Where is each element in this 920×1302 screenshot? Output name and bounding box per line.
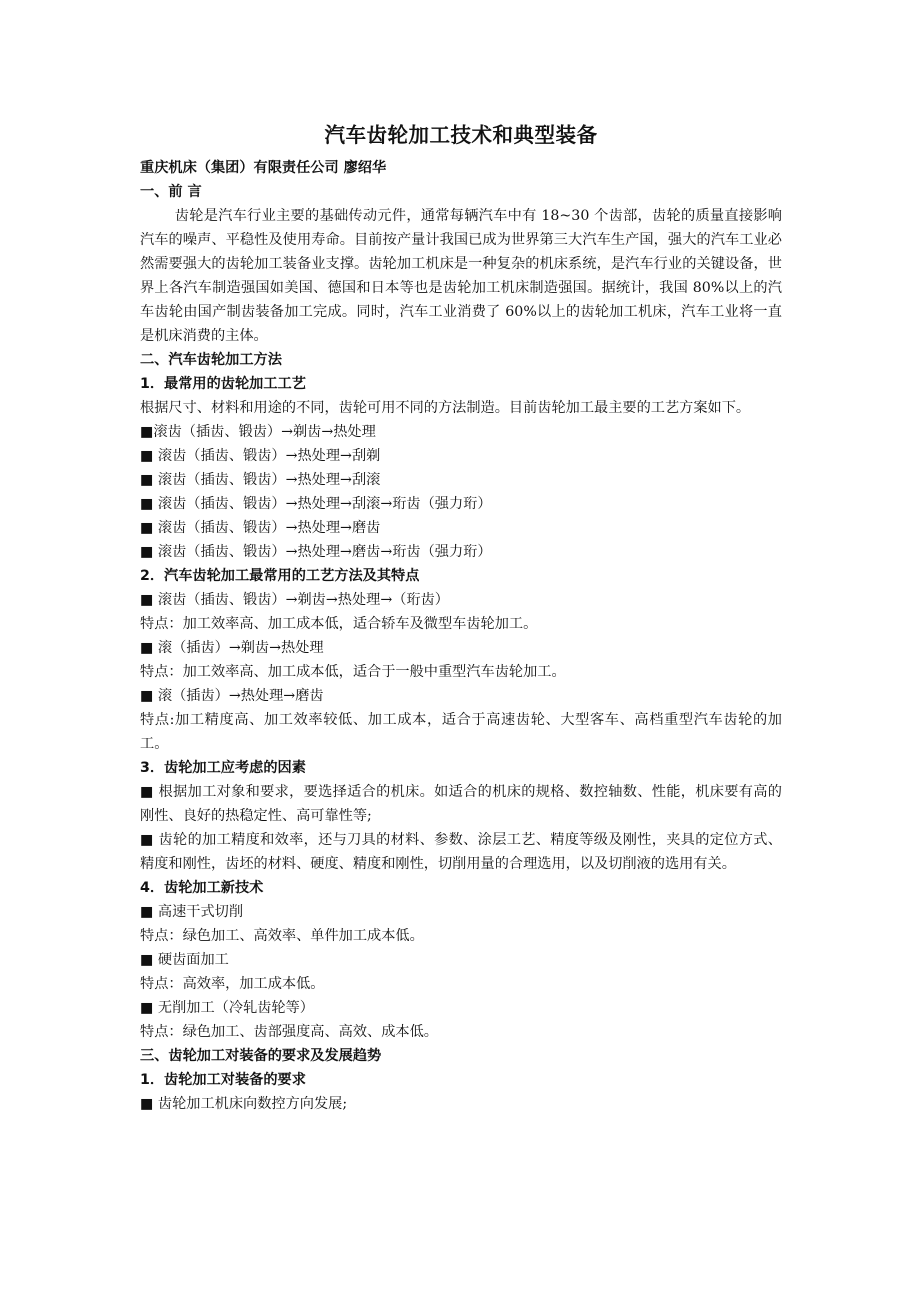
method-feature: 特点：加工效率高、加工成本低，适合于一般中重型汽车齿轮加工。 (140, 664, 566, 680)
tech-item: ■ 高速干式切削 (140, 904, 244, 920)
process-list-item: ■ 滚齿（插齿、锻齿）→热处理→刮滚 (140, 472, 381, 488)
tech-item: ■ 无削加工（冷轧齿轮等） (140, 1000, 314, 1016)
subheading-common-process: 1．最常用的齿轮加工工艺 (140, 376, 306, 392)
process-intro-paragraph: 根据尺寸、材料和用途的不同，齿轮可用不同的方法制造。目前齿轮加工最主要的工艺方案如下。 (140, 400, 751, 416)
document-body (140, 118, 782, 1116)
method-feature: 特点：加工效率高、加工成本低，适合轿车及微型车齿轮加工。 (140, 616, 538, 632)
tech-feature: 特点：高效率，加工成本低。 (140, 976, 325, 992)
method-item: ■ 滚（插齿）→剃齿→热处理 (140, 640, 324, 656)
factor-paragraph: ■ 根据加工对象和要求，要选择适合的机床。如适合的机床的规格、数控轴数、性能，机床要有高的刚性、良好的热稳定性、高可靠性等; (140, 784, 782, 824)
subheading-new-tech: 4．齿轮加工新技术 (140, 880, 264, 896)
factor-paragraph: ■ 齿轮的加工精度和效率，还与刀具的材料、参数、涂层工艺、精度等级及刚性，夹具的定位方式、精度和刚性，齿坯的材料、硬度、精度和刚性，切削用量的合理选用，以及切削液的选用有关。 (140, 832, 782, 872)
process-list-item: ■ 滚齿（插齿、锻齿）→热处理→刮剃 (140, 448, 381, 464)
subheading-methods-features: 2．汽车齿轮加工最常用的工艺方法及其特点 (140, 568, 420, 584)
section-heading-preface: 一、前 言 (140, 184, 202, 200)
author-line: 重庆机床（集团）有限责任公司 廖绍华 (140, 160, 387, 176)
process-list-item: ■ 滚齿（插齿、锻齿）→热处理→磨齿→珩齿（强力珩） (140, 544, 492, 560)
process-list-item: ■ 滚齿（插齿、锻齿）→热处理→磨齿 (140, 520, 381, 536)
process-list-item: ■滚齿（插齿、锻齿）→剃齿→热处理 (140, 424, 376, 440)
subheading-factors: 3．齿轮加工应考虑的因素 (140, 760, 306, 776)
method-item: ■ 滚（插齿）→热处理→磨齿 (140, 688, 324, 704)
tech-feature: 特点：绿色加工、高效率、单件加工成本低。 (140, 928, 424, 944)
document-title: 汽车齿轮加工技术和典型装备 (324, 123, 598, 147)
method-feature: 特点:加工精度高、加工效率较低、加工成本，适合于高速齿轮、大型客车、高档重型汽车齿轮的加工。 (140, 712, 782, 752)
process-list-item: ■ 滚齿（插齿、锻齿）→热处理→刮滚→珩齿（强力珩） (140, 496, 492, 512)
requirement-item: ■ 齿轮加工机床向数控方向发展; (140, 1096, 348, 1112)
section-heading-methods: 二、汽车齿轮加工方法 (140, 352, 282, 368)
method-item: ■ 滚齿（插齿、锻齿）→剃齿→热处理→（珩齿） (140, 592, 449, 608)
section-heading-requirements: 三、齿轮加工对装备的要求及发展趋势 (140, 1048, 382, 1064)
tech-item: ■ 硬齿面加工 (140, 952, 229, 968)
preface-paragraph: 齿轮是汽车行业主要的基础传动元件，通常每辆汽车中有 18~30 个齿部，齿轮的质量直接影响汽车的噪声、平稳性及使用寿命。目前按产量计我国已成为世界第三大汽车生产国，强大的汽车工业必然需要强大的齿轮加工装备业支撑。齿轮加工机床是一种复杂的机床系统，是汽车行业的关键设备，世界上各汽车制造强国如美国、德国和日本等也是齿轮加工机床制造强国。据统计，我国 80%以上的汽车齿轮由国产制齿装备加工完成。同时，汽车工业消费了 60%以上的齿轮加工机床，汽车工业将一直是机床消费的主体。 (140, 208, 782, 344)
tech-feature: 特点：绿色加工、齿部强度高、高效、成本低。 (140, 1024, 438, 1040)
subheading-equipment-requirements: 1．齿轮加工对装备的要求 (140, 1072, 306, 1088)
